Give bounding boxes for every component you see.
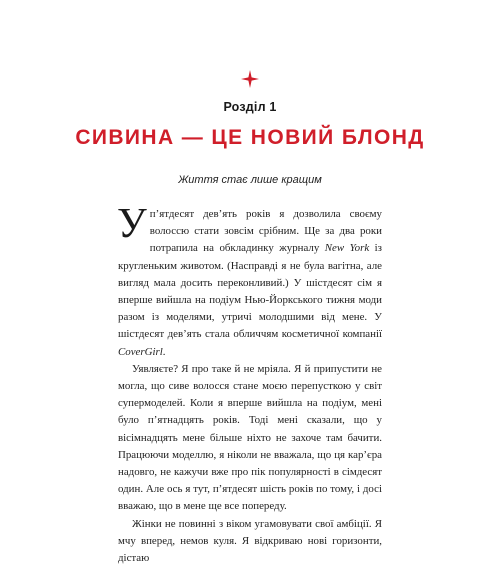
paragraph-2: Уявляєте? Я про таке й не мріяла. Я й припустити не могла, що сиве волосся стане моєю перепусткою у світ супермоделей. Коли я вперше вийшла на подіум, мені було п’ятнадцять років. Тоді мені сказали, що у вісімнадцять мене більше ніхто не захоче там бачити. Працюючи моделлю, я ніколи не вважала, що ця кар’єра надовго, не кажучи вже про пік популярності в сімдесят один. Але ось я тут, п’ятдесят шість років по тому, і досі вважаю, що в мене ще все попереду. xyxy=(118,362,382,513)
magazine-name: New York xyxy=(324,242,370,255)
paragraph-1-text-b: із кругленьким животом. (Насправді я не була вагітна, але вигляд мала досить переконливий.) У шістдесят сім я вперше вийшла на подіум Нью-Йоркського тижня моди разом із моделями, утричі молодшими від мене. У шістдесят дев’ять стала обличчям косметичної компанії xyxy=(118,242,382,341)
company-name: CoverGirl xyxy=(118,345,163,358)
drop-cap: У xyxy=(117,201,147,247)
chapter-epigraph: Життя стає лише кращим xyxy=(178,174,322,186)
chapter-label: Розділ 1 xyxy=(223,100,277,114)
body-text xyxy=(117,201,382,567)
paragraph-1-text-a: п’ятдесят дев’ять років я дозволила своєму волоссю стати зовсім срібним. Ще за два роки потрапила на обкладинку журналу xyxy=(149,208,382,255)
chapter-title: СИВИНА — ЦЕ НОВИЙ БЛОНД xyxy=(75,126,425,149)
paragraph-3: Жінки не повинні з віком угамовувати свої амбіції. Я мчу вперед, немов куля. Я відкриваю нові горизонти, дістаю xyxy=(118,517,382,565)
four-point-star-icon xyxy=(241,70,259,88)
paragraph-1-text-c: . xyxy=(162,345,166,358)
paragraph-1 xyxy=(117,201,382,361)
